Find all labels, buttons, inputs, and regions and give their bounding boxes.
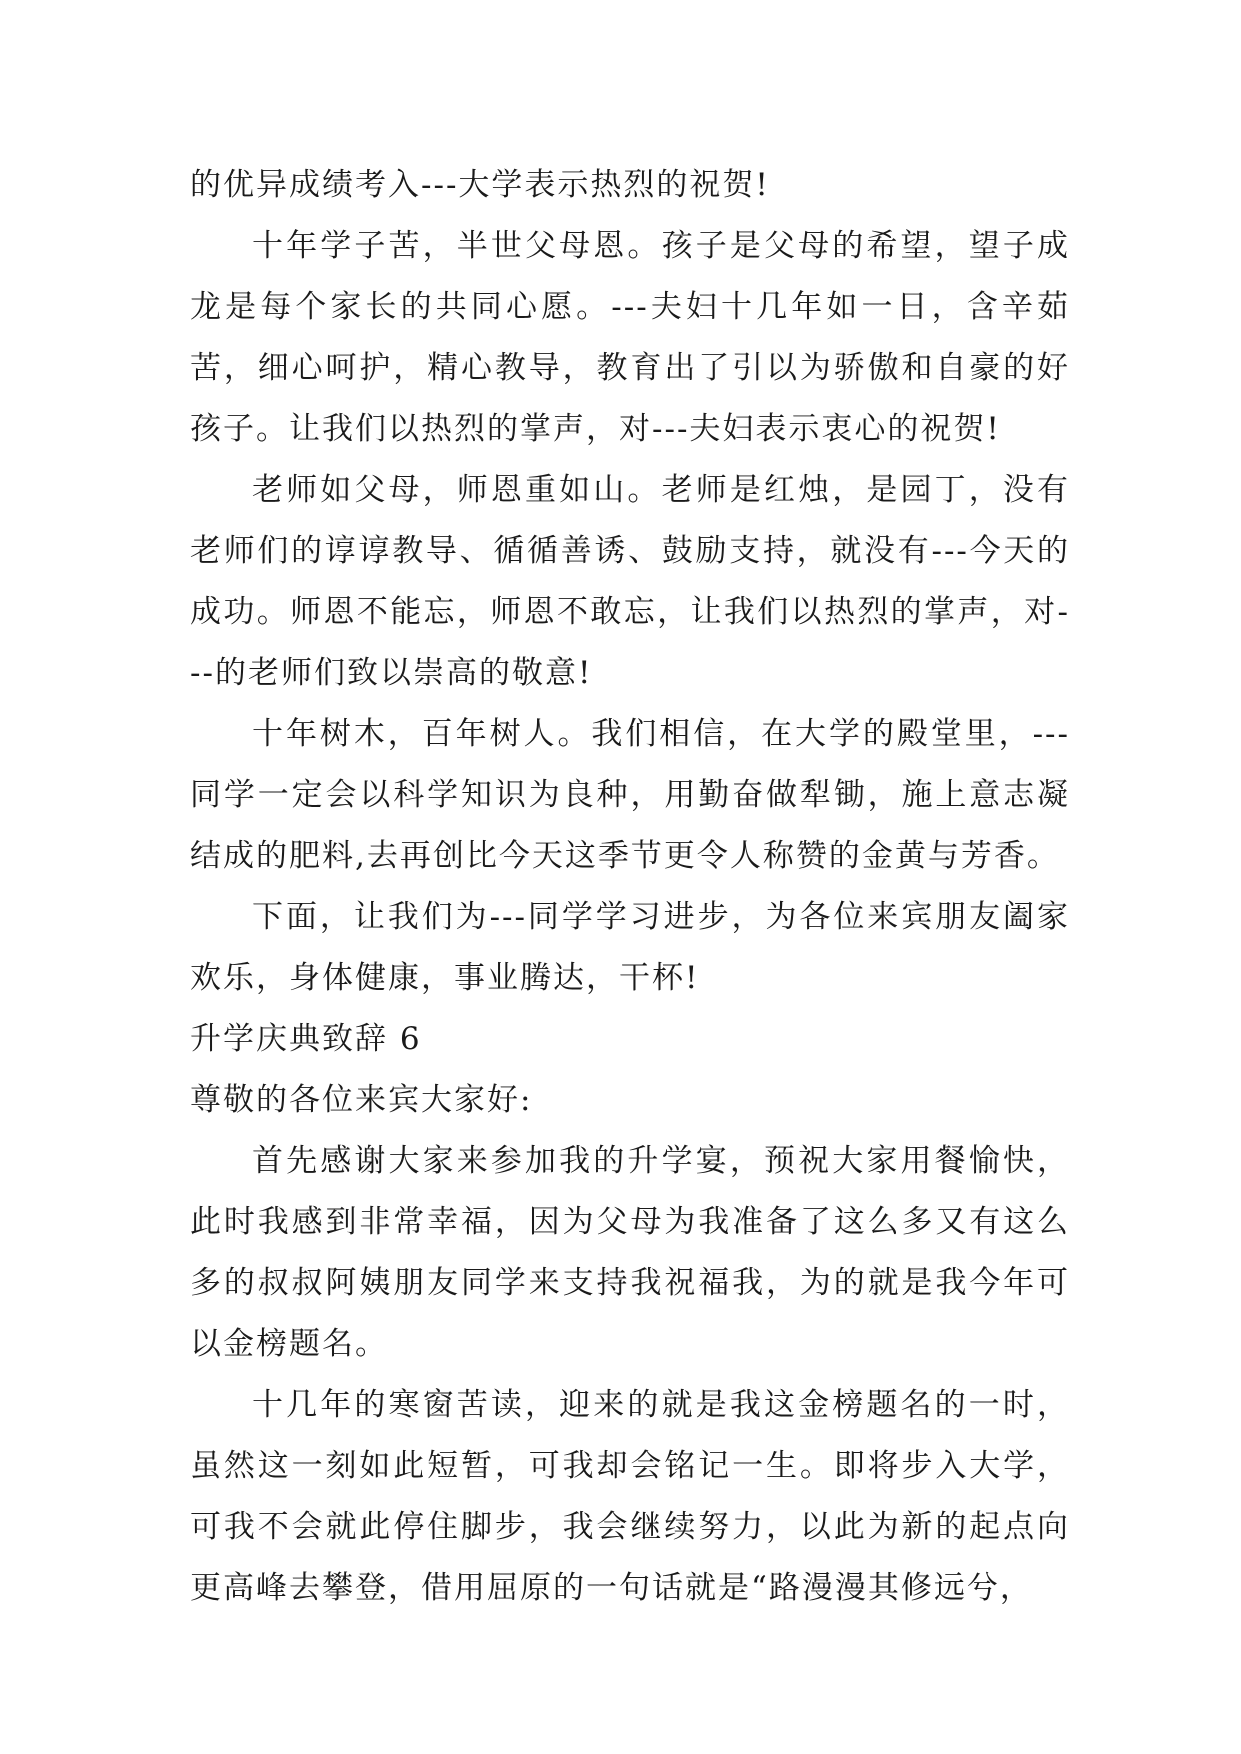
salutation: 尊敬的各位来宾大家好: <box>190 1082 533 1118</box>
section-heading: 升学庆典致辞 6 <box>190 1021 422 1057</box>
paragraph: 老师如父母，师恩重如山。老师是红烛，是园丁，没有老师们的谆谆教导、循循善诱、鼓励支持，就没有---今天的成功。师恩不能忘，师恩不敢忘，让我们以热烈的掌声，对---的老师们致以崇高的敬意! <box>190 472 1070 691</box>
paragraph: 十年学子苦，半世父母恩。孩子是父母的希望，望子成龙是每个家长的共同心愿。---夫妇十几年如一日，含辛茹苦，细心呵护，精心教导，教育出了引以为骄傲和自豪的好孩子。让我们以热烈的掌声，对---夫妇表示衷心的祝贺! <box>190 228 1070 447</box>
document-body <box>190 155 1070 1619</box>
paragraph: 十年树木，百年树人。我们相信，在大学的殿堂里，---同学一定会以科学知识为良种，用勤奋做犁锄，施上意志凝结成的肥料,去再创比今天这季节更令人称赞的金黄与芳香。 <box>190 716 1070 874</box>
paragraph: 的优异成绩考入---大学表示热烈的祝贺! <box>190 167 770 203</box>
paragraph: 首先感谢大家来参加我的升学宴，预祝大家用餐愉快，此时我感到非常幸福，因为父母为我准备了这么多又有这么多的叔叔阿姨朋友同学来支持我祝福我，为的就是我今年可以金榜题名。 <box>190 1143 1070 1362</box>
paragraph: 下面，让我们为---同学学习进步，为各位来宾朋友阖家欢乐，身体健康，事业腾达，干杯! <box>190 899 1070 996</box>
paragraph: 十几年的寒窗苦读，迎来的就是我这金榜题名的一时，虽然这一刻如此短暂，可我却会铭记一生。即将步入大学，可我不会就此停住脚步，我会继续努力，以此为新的起点向更高峰去攀登，借用屈原的一句话就是“路漫漫其修远兮， <box>190 1387 1070 1606</box>
